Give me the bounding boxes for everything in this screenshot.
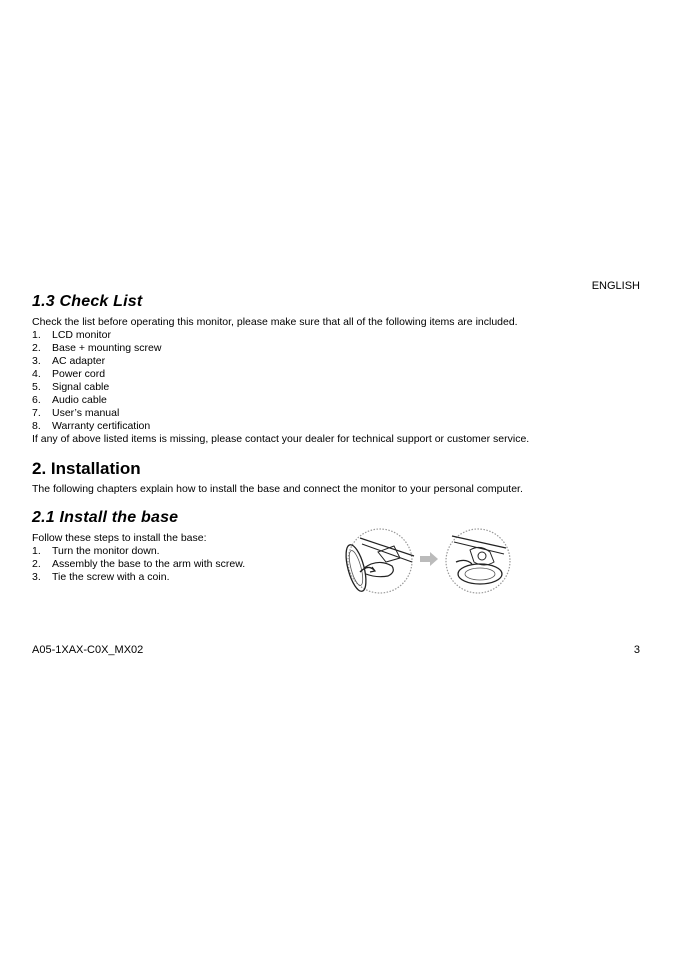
- installation-intro: The following chapters explain how to install the base and connect the monitor to your personal computer.: [32, 483, 523, 495]
- list-item-number: 3.: [32, 355, 41, 367]
- list-item-text: User’s manual: [52, 407, 120, 419]
- list-item: [32, 394, 161, 407]
- check-list-heading: 1.3 Check List: [32, 293, 143, 310]
- list-item-number: 4.: [32, 368, 41, 380]
- check-list-intro: Check the list before operating this monitor, please make sure that all of the following items are included.: [32, 316, 518, 328]
- list-item-text: Tie the screw with a coin.: [52, 571, 170, 583]
- language-label: ENGLISH: [591, 280, 640, 292]
- page-number: 3: [633, 644, 640, 656]
- list-item-text: Signal cable: [52, 381, 110, 393]
- list-item: [32, 381, 161, 394]
- list-item-number: 3.: [32, 571, 41, 583]
- step-illustration-right: [446, 529, 510, 593]
- list-item-text: Base + mounting screw: [52, 342, 162, 354]
- list-item-text: LCD monitor: [52, 329, 111, 341]
- list-item-number: 2.: [32, 342, 41, 354]
- list-item-text: Assembly the base to the arm with screw.: [52, 558, 246, 570]
- list-item-number: 7.: [32, 407, 41, 419]
- list-item-number: 8.: [32, 420, 41, 432]
- list-item-text: Warranty certification: [52, 420, 151, 432]
- list-item-text: Audio cable: [52, 394, 107, 406]
- check-list-items: [32, 329, 161, 433]
- list-item: [32, 545, 245, 558]
- list-item: [32, 571, 245, 584]
- list-item: [32, 368, 161, 381]
- list-item-text: AC adapter: [52, 355, 106, 367]
- step-illustration-left: [342, 529, 414, 593]
- arrow-right-icon: [420, 552, 438, 566]
- list-item: [32, 355, 161, 368]
- list-item: [32, 407, 161, 420]
- install-base-heading: 2.1 Install the base: [32, 509, 179, 526]
- list-item: [32, 342, 161, 355]
- check-list-note: If any of above listed items is missing, please contact your dealer for technical support or customer service.: [32, 433, 530, 445]
- list-item-text: Power cord: [52, 368, 106, 380]
- list-item-number: 5.: [32, 381, 41, 393]
- list-item-number: 1.: [32, 545, 41, 557]
- list-item: [32, 420, 161, 433]
- list-item-text: Turn the monitor down.: [52, 545, 160, 557]
- list-item: [32, 558, 245, 571]
- install-base-intro: Follow these steps to install the base:: [32, 532, 207, 544]
- document-code: A05-1XAX-C0X_MX02: [32, 644, 144, 656]
- list-item: [32, 329, 161, 342]
- installation-heading: 2. Installation: [32, 459, 141, 478]
- list-item-number: 6.: [32, 394, 41, 406]
- list-item-number: 2.: [32, 558, 41, 570]
- install-base-steps: [32, 545, 245, 584]
- list-item-number: 1.: [32, 329, 41, 341]
- install-base-illustration: [334, 528, 524, 601]
